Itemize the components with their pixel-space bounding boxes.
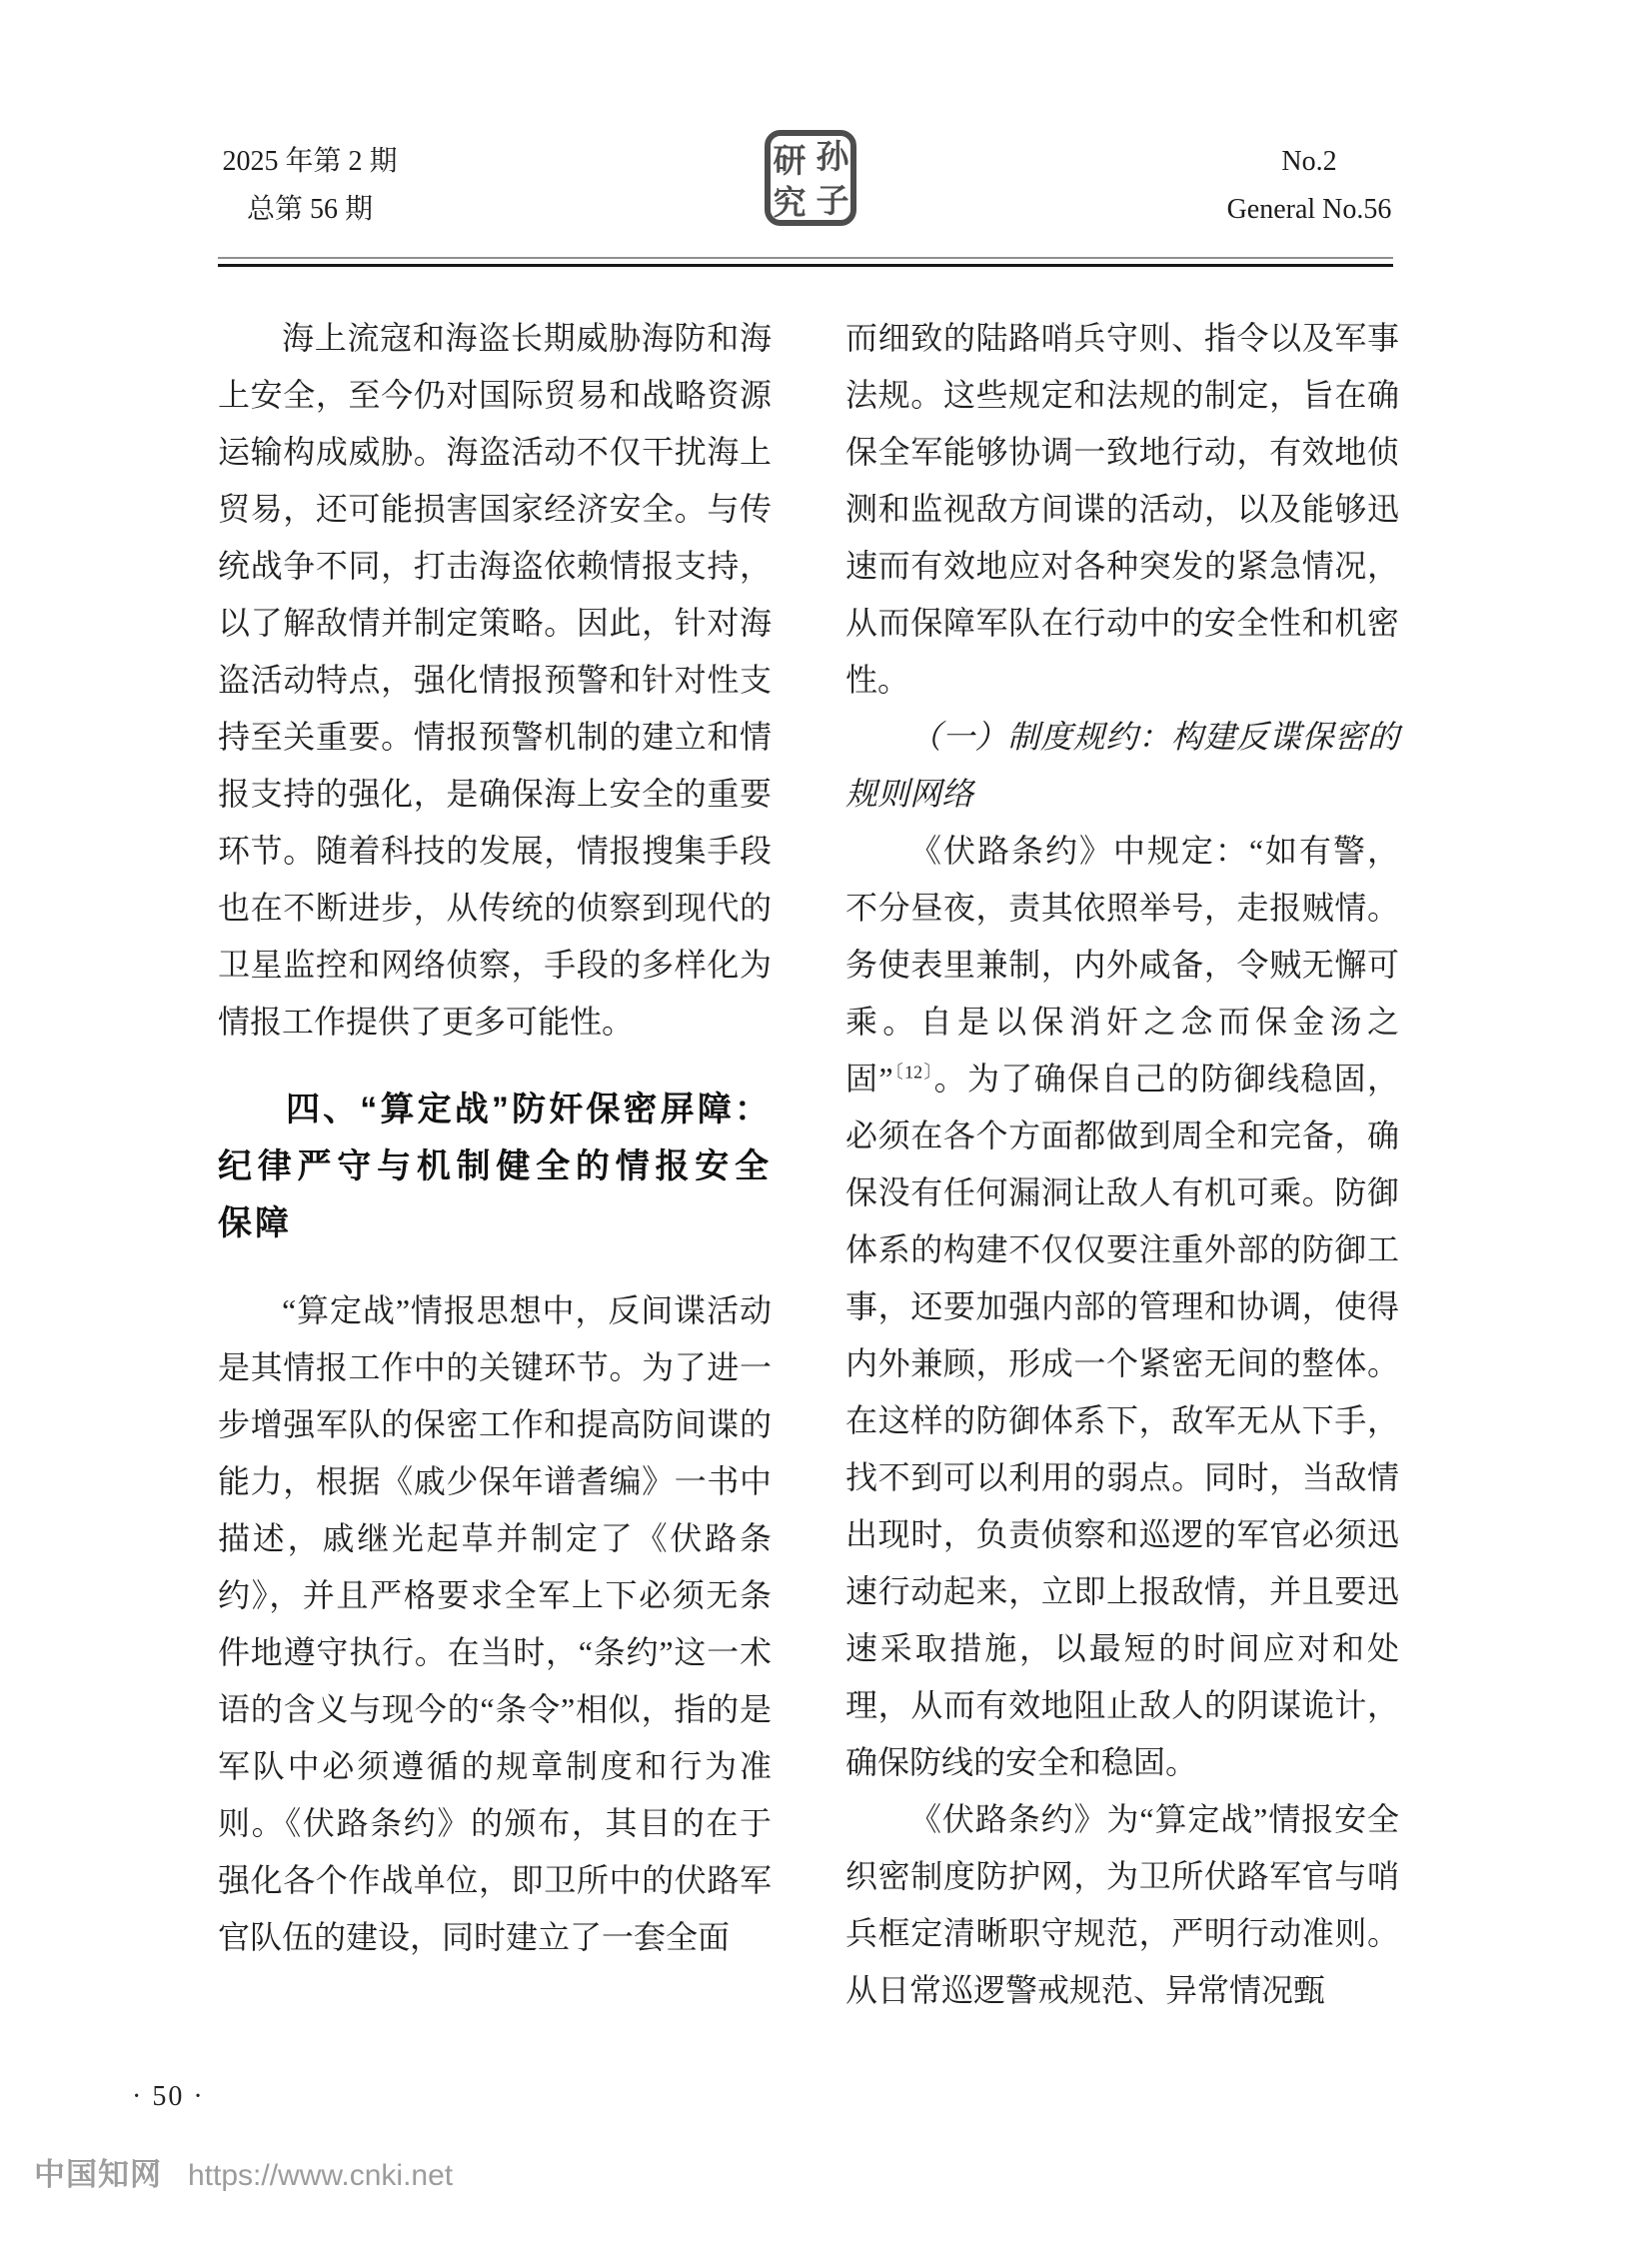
paragraph-sea-pirates: 海上流寇和海盗长期威胁海防和海上安全，至今仍对国际贸易和战略资源运输构成威胁。海盗活动不仅干扰海上贸易，还可能损害国家经济安全。与传统战争不同，打击海盗依赖情报支持，以了解敌情并制定策略。因此，针对海盗活动特点，强化情报预警和针对性支持至关重要。情报预警机制的建立和情报支持的强化，是确保海上安全的重要环节。随着科技的发展，情报搜集手段也在不断进步，从传统的侦察到现代的卫星监控和网络侦察，手段的多样化为情报工作提供了更多可能性。 bbox=[218, 320, 772, 1040]
seal-char-bottom-left: 究 bbox=[773, 186, 807, 222]
right-column bbox=[845, 310, 1399, 2019]
cnki-url: https://www.cnki.net bbox=[188, 2159, 454, 2192]
header-rule bbox=[218, 257, 1393, 267]
seal-char-top-left: 研 bbox=[773, 144, 807, 180]
left-column bbox=[218, 310, 772, 2019]
subsection-heading-1: （一）制度规约：构建反谍保密的规则网络 bbox=[845, 719, 1399, 812]
footnote-ref-12: 〔12〕 bbox=[892, 1062, 934, 1083]
journal-issue-en bbox=[1221, 138, 1397, 234]
page-number: · 50 · bbox=[132, 2081, 205, 2112]
body-columns bbox=[218, 310, 1399, 2019]
section-heading-4: 四、“算定战”防奸保密屏障：纪律严守与机制健全的情报安全保障 bbox=[218, 1091, 772, 1242]
issue-en-line2: General No.56 bbox=[1226, 194, 1392, 225]
paragraph-fulu-tiaoyue-quote bbox=[845, 823, 1399, 1791]
quote-text: 《伏路条约》中规定：“如有警，不分昼夜，责其依照举号，走报贼情。务使表里兼制，内外咸备，令贼无懈可乘。自是以保消奸之念而保金汤之固” bbox=[845, 833, 1399, 1097]
journal-issue-cn bbox=[205, 138, 415, 234]
issue-en-line1: No.2 bbox=[1281, 146, 1337, 177]
seal-char-top-right: 孙 bbox=[816, 140, 849, 176]
paragraph-protection-net: 《伏路条约》为“算定战”情报安全织密制度防护网，为卫所伏路军官与哨兵框定清晰职守规范，严明行动准则。从日常巡逻警戒规范、异常情况甄 bbox=[845, 1801, 1399, 2008]
seal-char-bottom-right: 子 bbox=[816, 184, 849, 220]
journal-seal-icon bbox=[763, 128, 858, 228]
paragraph-suandingzhan: “算定战”情报思想中，反间谍活动是其情报工作中的关键环节。为了进一步增强军队的保密工作和提高防间谍的能力，根据《戚少保年谱耆编》一书中描述，戚继光起草并制定了《伏路条约》，并且严格要求全军上下必须无条件地遵守执行。在当时，“条约”这一术语的含义与现今的“条令”相似，指的是军队中必须遵循的规章制度和行为准则。《伏路条约》的颁布，其目的在于强化各个作战单位，即卫所中的伏路军官队伍的建设，同时建立了一套全面 bbox=[218, 1292, 772, 1955]
cnki-logo-text: 中国知网 bbox=[34, 2157, 162, 2192]
issue-cn-line2: 总第 56 期 bbox=[246, 194, 373, 225]
quote-analysis-text: 。为了确保自己的防御线稳固，必须在各个方面都做到周全和完备，确保没有任何漏洞让敌人有机可乘。防御体系的构建不仅仅要注重外部的防御工事，还要加强内部的管理和协调，使得内外兼顾，形成一个紧密无间的整体。在这样的防御体系下，敌军无从下手，找不到可以利用的弱点。同时，当敌情出现时，负责侦察和巡逻的军官必须迅速行动起来，立即上报敌情，并且要迅速采取措施，以最短的时间应对和处理，从而有效地阻止敌人的阴谋诡计，确保防线的安全和稳固。 bbox=[845, 1061, 1399, 1780]
paragraph-suandingzhan-continued: 而细致的陆路哨兵守则、指令以及军事法规。这些规定和法规的制定，旨在确保全军能够协调一致地行动，有效地侦测和监视敌方间谍的活动，以及能够迅速而有效地应对各种突发的紧急情况，从而保障军队在行动中的安全性和机密性。 bbox=[845, 320, 1399, 698]
cnki-watermark bbox=[34, 2149, 453, 2194]
issue-cn-line1: 2025 年第 2 期 bbox=[222, 146, 398, 177]
